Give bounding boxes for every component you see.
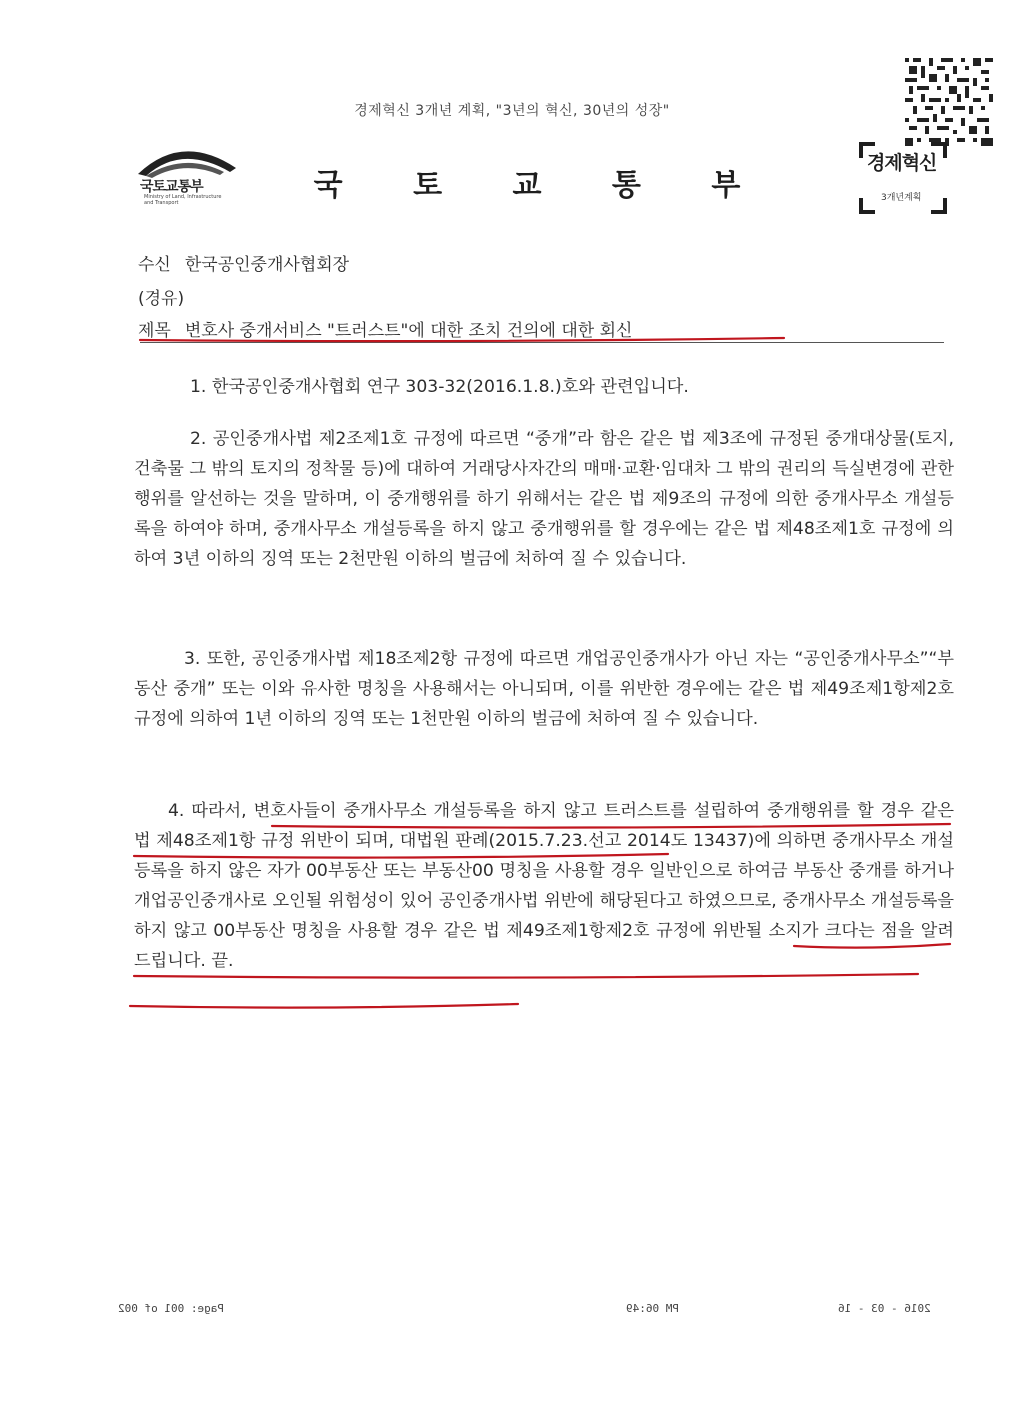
recipient-row [138,250,349,275]
stamp-main-text: 경제혁신 [867,152,937,174]
subject-row [138,316,632,341]
paragraph-4: 4. 따라서, 변호사들이 중개사무소 개설등록을 하지 않고 트러스트를 설립하여 중개행위를 할 경우 같은 법 제48조제1항 규정 위반이 되며, 대법원 판례(2015.7.23.선고 2014도 13437)에 의하면 중개사무소 개설등록을 하지 않은 자가 00부동산 또는 부동산00 명칭을 사용할 경우 일반인으로 하여금 부동산 중개를 하거나 개업공인중개사로 오인될 위험성이 있어 공인중개사법 위반에 해당된다고 하였으므로, 중개사무소 개설등록을 하지 않고 00부동산 명칭을 사용할 경우 같은 법 제49조제1항제2호 규정에 위반될 소지가 크다는 점을 알려드립니다. 끝. [134,801,954,971]
qr-code-icon [905,58,993,146]
slogan: 경제혁신 3개년 계획, "3년의 혁신, 30년의 성장" [354,103,670,119]
stamp-sub-text: 3개년계획 [881,193,922,203]
paragraph-3: 3. 또한, 공인중개사법 제18조제2항 규정에 따르면 개업공인중개사가 아닌 자는 “공인중개사무소”“부동산 중개” 또는 이와 유사한 명칭을 사용해서는 아니되며, 이를 위반한 경우에는 같은 법 제49조제1항제2호 규정에 의하여 1년 이하의 징역 또는 1천만원 이하의 벌금에 처하여 질 수 있습니다. [134,649,954,729]
footer-time: PM 06:49 [626,1302,679,1315]
via-row: (경유) [138,289,185,309]
paragraph-1: 1. 한국공인중개사협회 연구 303-32(2016.1.8.)호와 관련입니다. [190,377,689,397]
subject-value: 변호사 중개서비스 "트러스트"에 대한 조치 건의에 대한 회신 [184,321,633,341]
ministry-title: 국 토 교 통 부 [313,168,771,203]
subject-divider [140,342,944,343]
logo-english-name: Ministry of Land, Infrastructure and Transport [144,194,222,206]
subject-label: 제목 [138,321,171,341]
recipient-value: 한국공인중개사협회장 [184,255,350,275]
logo-name: 국토교통부 [140,179,203,195]
footer-date: 2016 - 03 - 16 [838,1302,931,1315]
footer-page: Page: 001 of 002 [118,1302,224,1315]
recipient-label: 수신 [138,255,171,275]
underline-p4-line7 [130,1004,518,1008]
innovation-stamp [857,140,949,216]
paragraph-2: 2. 공인중개사법 제2조제1호 규정에 따르면 “중개”라 함은 같은 법 제3조에 규정된 중개대상물(토지, 건축물 그 밖의 토지의 정착물 등)에 대하여 거래당사자간의 매매·교환·임대차 그 밖의 권리의 득실변경에 관한 행위를 알선하는 것을 말하며, 이 중개행위를 하기 위해서는 같은 법 제9조의 규정에 의한 중개사무소 개설등록을 하여야 하며, 중개사무소 개설등록을 하지 않고 중개행위를 할 경우에는 같은 법 제48조제1호 규정에 의하여 3년 이하의 징역 또는 2천만원 이하의 벌금에 처하여 질 수 있습니다. [134,429,954,569]
